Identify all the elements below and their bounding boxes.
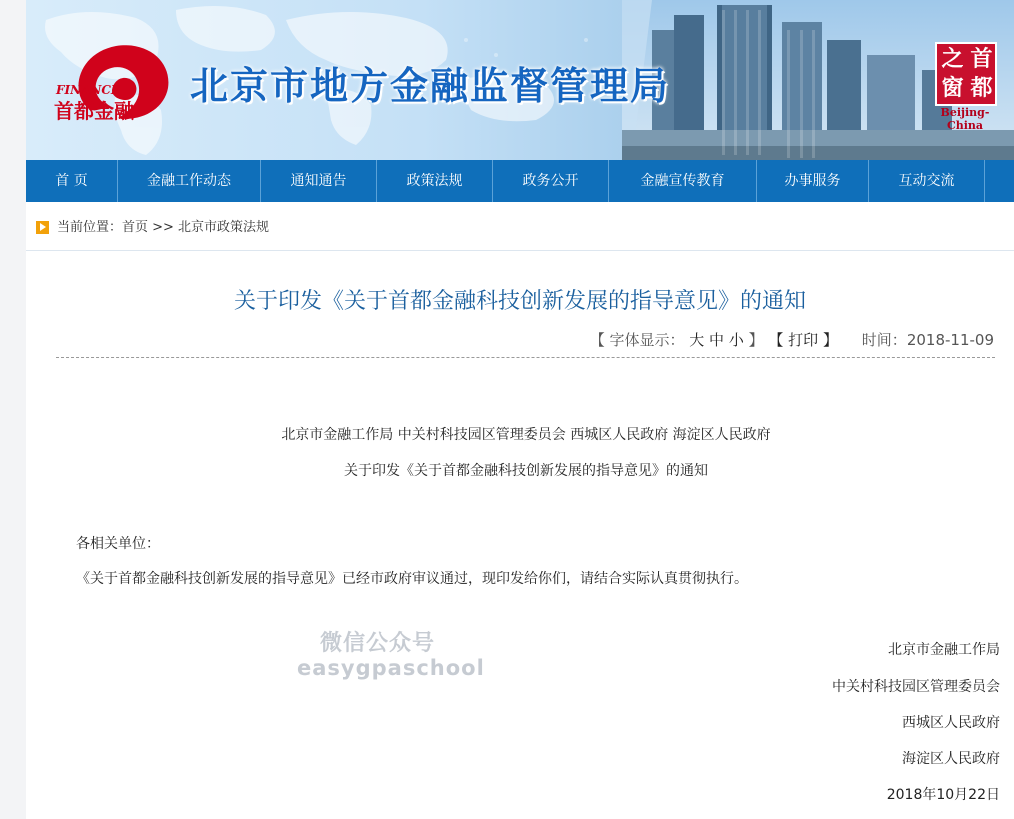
header-banner: [26, 0, 1014, 160]
left-margin: [0, 0, 26, 819]
arrow-right-icon: [36, 221, 49, 234]
logo-text-cn: 首都金融: [54, 99, 134, 123]
main-nav: [26, 160, 1014, 202]
divider: [26, 250, 1014, 251]
article-meta: [590, 329, 994, 350]
dashed-divider: [56, 357, 995, 358]
article-title: 关于印发《关于首都金融科技创新发展的指导意见》的通知: [233, 289, 806, 314]
notice-subtitle: 关于印发《关于首都金融科技创新发展的指导意见》的通知: [344, 463, 708, 479]
badge-char: 首: [970, 46, 993, 72]
nav-interaction[interactable]: 互动交流: [869, 160, 985, 202]
badge-char: 都: [970, 75, 993, 101]
font-size-options[interactable]: 大 中 小: [689, 331, 744, 349]
nav-services[interactable]: 办事服务: [757, 160, 869, 202]
logo-text-en: FINANCE: [56, 83, 121, 97]
site-title: 北京市地方金融监督管理局: [190, 63, 671, 108]
watermark-line1: 微信公众号: [320, 631, 436, 656]
nav-government-affairs[interactable]: 政务公开: [493, 160, 609, 202]
page: [26, 0, 1014, 819]
print-button[interactable]: 【 打印 】: [768, 331, 838, 349]
breadcrumb-text[interactable]: 当前位置：首页 >> 北京市政策法规: [57, 220, 270, 235]
salutation: 各相关单位：: [76, 536, 160, 552]
signature-line: 海淀区人民政府: [902, 751, 1000, 767]
issuing-authorities: 北京市金融工作局 中关村科技园区管理委员会 西城区人民政府 海淀区人民政府: [281, 427, 771, 443]
time-label: 时间：: [861, 331, 907, 349]
nav-home[interactable]: 首 页: [26, 160, 118, 202]
font-size-label: 【 字体显示：: [589, 331, 685, 349]
publish-date: 2018-11-09: [906, 331, 994, 349]
badge-char: 窗: [941, 75, 964, 101]
capital-window-badge[interactable]: [928, 38, 1002, 132]
finance-logo: [48, 38, 178, 128]
breadcrumb: [26, 214, 1014, 242]
font-size-bracket: 】: [748, 331, 764, 349]
signature-date: 2018年10月22日: [886, 787, 1000, 803]
signature-line: 西城区人民政府: [902, 715, 1000, 731]
body-paragraph: 《关于首都金融科技创新发展的指导意见》已经市政府审议通过，现印发给你们，请结合实际认真贯彻执行。: [76, 571, 748, 587]
badge-english: Beijing-China: [940, 106, 990, 132]
signature-line: 中关村科技园区管理委员会: [832, 679, 1000, 695]
nav-policies[interactable]: 政策法规: [377, 160, 493, 202]
nav-finance-education[interactable]: 金融宣传教育: [609, 160, 757, 202]
signature-line: 北京市金融工作局: [888, 642, 1000, 658]
nav-notices[interactable]: 通知通告: [261, 160, 377, 202]
badge-char: 之: [941, 46, 964, 72]
watermark-line2: easygpaschool: [297, 656, 485, 680]
nav-finance-news[interactable]: 金融工作动态: [118, 160, 261, 202]
